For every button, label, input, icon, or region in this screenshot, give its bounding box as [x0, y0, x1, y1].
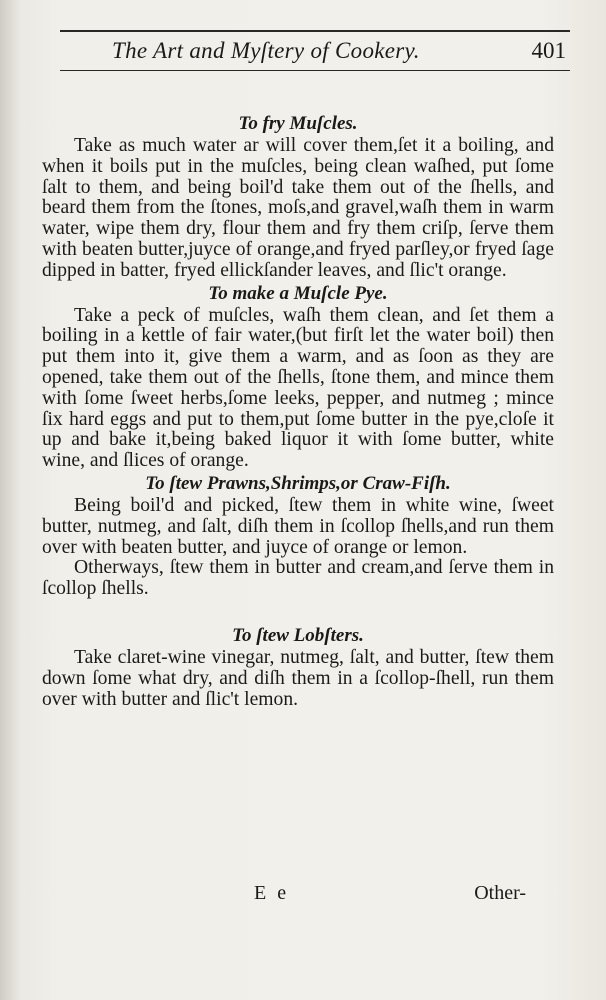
paragraph: Take a peck of muſcles, waſh them clean, and ſet them a boiling in a kettle of fair water,(but firſt let the water boil) then put them into it, give them a warm, and as ſoon as they are opened, take them out of the ſhells, ſtone them, and mince them with ſome ſweet herbs,ſome leeks, pepper, and nutmeg ; mince ſix hard eggs and put to them,put ſome butter in the pye,cloſe it up and bake it,being baked liquor it with ſome butter, white wine, and ſlices of orange.: [42, 304, 554, 472]
recipe-section: [42, 624, 554, 710]
header-rule-bottom: [60, 70, 570, 71]
running-title: The Art and Myſtery of Cookery.: [112, 38, 420, 63]
signature-mark: E e: [254, 882, 290, 904]
header-rule-top: [60, 30, 570, 32]
page-number: 401: [531, 38, 566, 63]
section-title: To ſtew Lobſters.: [232, 624, 364, 646]
paragraph: Otherways, ſtew them in butter and cream,and ſerve them in ſcollop ſhells.: [42, 557, 554, 600]
page-header: [60, 30, 570, 71]
catchword: Other-: [474, 882, 526, 904]
section-title: To make a Muſcle Pye.: [208, 282, 388, 304]
paragraph: Take as much water ar will cover them,ſet it a boiling, and when it boils put in the muſcles, being clean waſhed, put ſome ſalt to them, and being boil'd take them out of the ſhells, and beard them from the ſtones, moſs,and gravel,waſh them in warm water, wipe them dry, flour them and fry them criſp, ſerve them with beaten butter,juyce of orange,and fryed parſley,or fryed ſage dipped in batter, fryed ellickſander leaves, and ſlic't orange.: [42, 135, 554, 281]
recipe-section: [42, 472, 554, 600]
section-title: To fry Muſcles.: [238, 113, 358, 134]
paragraph: Being boil'd and picked, ſtew them in white wine, ſweet butter, nutmeg, and ſalt, diſh them in ſcollop ſhells,and run them over with beaten butter, and juyce of orange or lemon.: [42, 494, 554, 558]
page-body: [42, 112, 554, 710]
page-footer: [42, 882, 554, 905]
section-title: To ſtew Prawns,Shrimps,or Craw-Fiſh.: [145, 472, 451, 494]
recipe-section: [42, 282, 554, 472]
section-spacer: [42, 600, 554, 624]
recipe-section: [42, 112, 554, 282]
paragraph: Take claret-wine vinegar, nutmeg, ſalt, and butter, ſtew them down ſome what dry, and diſh them in a ſcollop-ſhell, run them over with butter and ſlic't lemon.: [42, 646, 554, 710]
header-row: [60, 38, 570, 64]
